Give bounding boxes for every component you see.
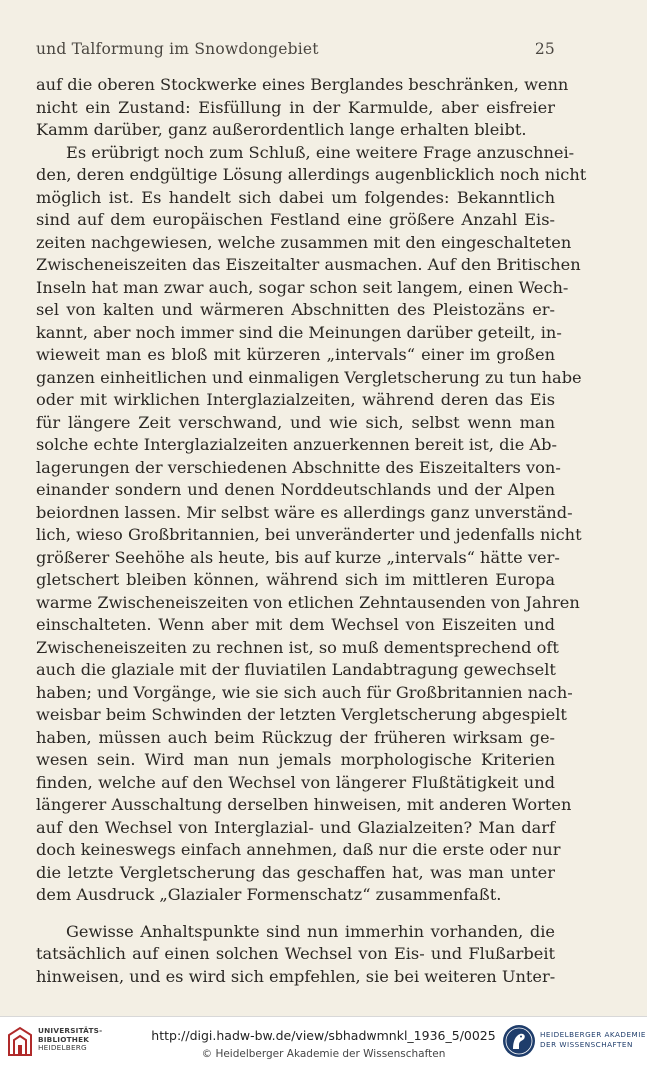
text-line: warme Zwischeneiszeiten von etlichen Zehntausenden von Jahren [36, 592, 580, 612]
text-line: haben; und Vorgänge, wie sie sich auch für Großbritannien nach- [36, 682, 573, 702]
permalink-url[interactable]: http://digi.hadw-bw.de/view/sbhadwmnkl_1936_5/0025 [151, 1028, 496, 1043]
text-line: oder mit wirklichen Interglazialzeiten, während deren das Eis [36, 390, 555, 409]
university-library-name: UNIVERSITÄTS- BIBLIOTHEK HEIDELBERG [38, 1026, 103, 1052]
text-line: Inseln hat man zwar auch, sogar schon seit langem, einen Wech- [36, 277, 569, 297]
text-line: auf den Wechsel von Interglazial- und Glazialzeiten? Man darf [36, 817, 555, 837]
text-line: Kamm darüber, ganz außerordentlich lange erhalten bleibt. [36, 120, 527, 139]
text-line: einander sondern und denen Norddeutschlands und der Alpen [36, 480, 555, 499]
paragraph-1 [36, 74, 569, 142]
text-line: längerer Ausschaltung derselben hinweisen, mit anderen Worten [36, 795, 572, 814]
paragraph-gap [36, 907, 555, 921]
text-line: sind auf dem europäischen Festland eine größere Anzahl Eis- [36, 210, 555, 229]
text-line: nicht ein Zustand: Eisfüllung in der Karmulde, aber eisfreier [36, 97, 555, 117]
text-line: Gewisse Anhaltspunkte sind nun immerhin vorhanden, die [66, 921, 555, 941]
text-line: hinweisen, und es wird sich empfehlen, sie bei weiteren Unter- [36, 966, 556, 986]
text-line: gletschert bleiben können, während sich im mittleren Europa [36, 570, 555, 589]
text-line: die letzte Vergletscherung das geschaffen hat, was man unter [36, 862, 555, 882]
page-number: 25 [534, 40, 555, 58]
text-line: wesen sein. Wird man nun jemals morphologische Kriterien [36, 750, 555, 769]
text-line: wieweit man es bloß mit kürzeren „intervals“ einer im großen [36, 345, 555, 364]
text-line: solche echte Interglazialzeiten anzuerkennen bereit ist, die Ab- [36, 435, 557, 454]
text-line: tatsächlich auf einen solchen Wechsel von Eis- und Flußarbeit [36, 944, 555, 963]
text-line: den, deren endgültige Lösung allerdings augenblicklich noch nicht [36, 165, 587, 184]
text-line: finden, welche auf den Wechsel von längerer Flußtätigkeit und [36, 772, 555, 792]
text-line: einschalteten. Wenn aber mit dem Wechsel von Eiszeiten und [36, 615, 555, 634]
running-title: und Talformung im Snowdongebiet [36, 40, 319, 58]
text-line: zeiten nachgewiesen, welche zusammen mit den eingeschalteten [36, 232, 572, 252]
text-line: größerer Seehöhe als heute, bis auf kurze „intervals“ hätte ver- [36, 547, 560, 567]
text-line: für längere Zeit verschwand, und wie sich, selbst wenn man [36, 412, 555, 432]
text-line: auch die glaziale mit der fluviatilen Landabtragung gewechselt [36, 660, 556, 679]
body-text [36, 74, 587, 988]
text-line: lagerungen der verschiedenen Abschnitte des Eiszeitalters von- [36, 457, 561, 477]
text-line: sel von kalten und wärmeren Abschnitten des Pleistozäns er- [36, 300, 555, 319]
running-header [36, 40, 555, 64]
copyright-notice: © Heidelberger Akademie der Wissenschaften [201, 1048, 446, 1060]
text-line: Es erübrigt noch zum Schluß, eine weitere Frage anzuschnei- [66, 142, 575, 162]
text-line: möglich ist. Es handelt sich dabei um folgendes: Bekanntlich [36, 187, 555, 207]
academy-name: HEIDELBERGER AKADEMIE DER WISSENSCHAFTEN [540, 1030, 646, 1049]
text-line: doch keineswegs einfach annehmen, daß nur die erste oder nur [36, 840, 561, 859]
text-line: kannt, aber noch immer sind die Meinungen darüber geteilt, in- [36, 322, 562, 342]
text-line: dem Ausdruck „Glazialer Formenschatz“ zusammenfaßt. [36, 885, 502, 904]
text-line: haben, müssen auch beim Rückzug der früheren wirksam ge- [36, 727, 555, 747]
text-line: weisbar beim Schwinden der letzten Vergletscherung abgespielt [36, 705, 567, 724]
paragraph-3 [36, 921, 555, 989]
digital-library-footer [0, 1016, 647, 1065]
text-line: beiordnen lassen. Mir selbst wäre es allerdings ganz unverständ- [36, 502, 573, 522]
academy-logo-icon[interactable] [502, 1024, 536, 1058]
text-line: Zwischeneiszeiten zu rechnen ist, so muß dementsprechend oft [36, 637, 559, 657]
paragraph-2 [36, 142, 587, 907]
text-line: ganzen einheitlichen und einmaligen Vergletscherung zu tun habe [36, 367, 582, 387]
text-line: Zwischeneiszeiten das Eiszeitalter ausmachen. Auf den Britischen [36, 255, 581, 274]
text-line: auf die oberen Stockwerke eines Berglandes beschränken, wenn [36, 75, 569, 94]
text-line: lich, wieso Großbritannien, bei unveränderter und jedenfalls nicht [36, 525, 582, 544]
